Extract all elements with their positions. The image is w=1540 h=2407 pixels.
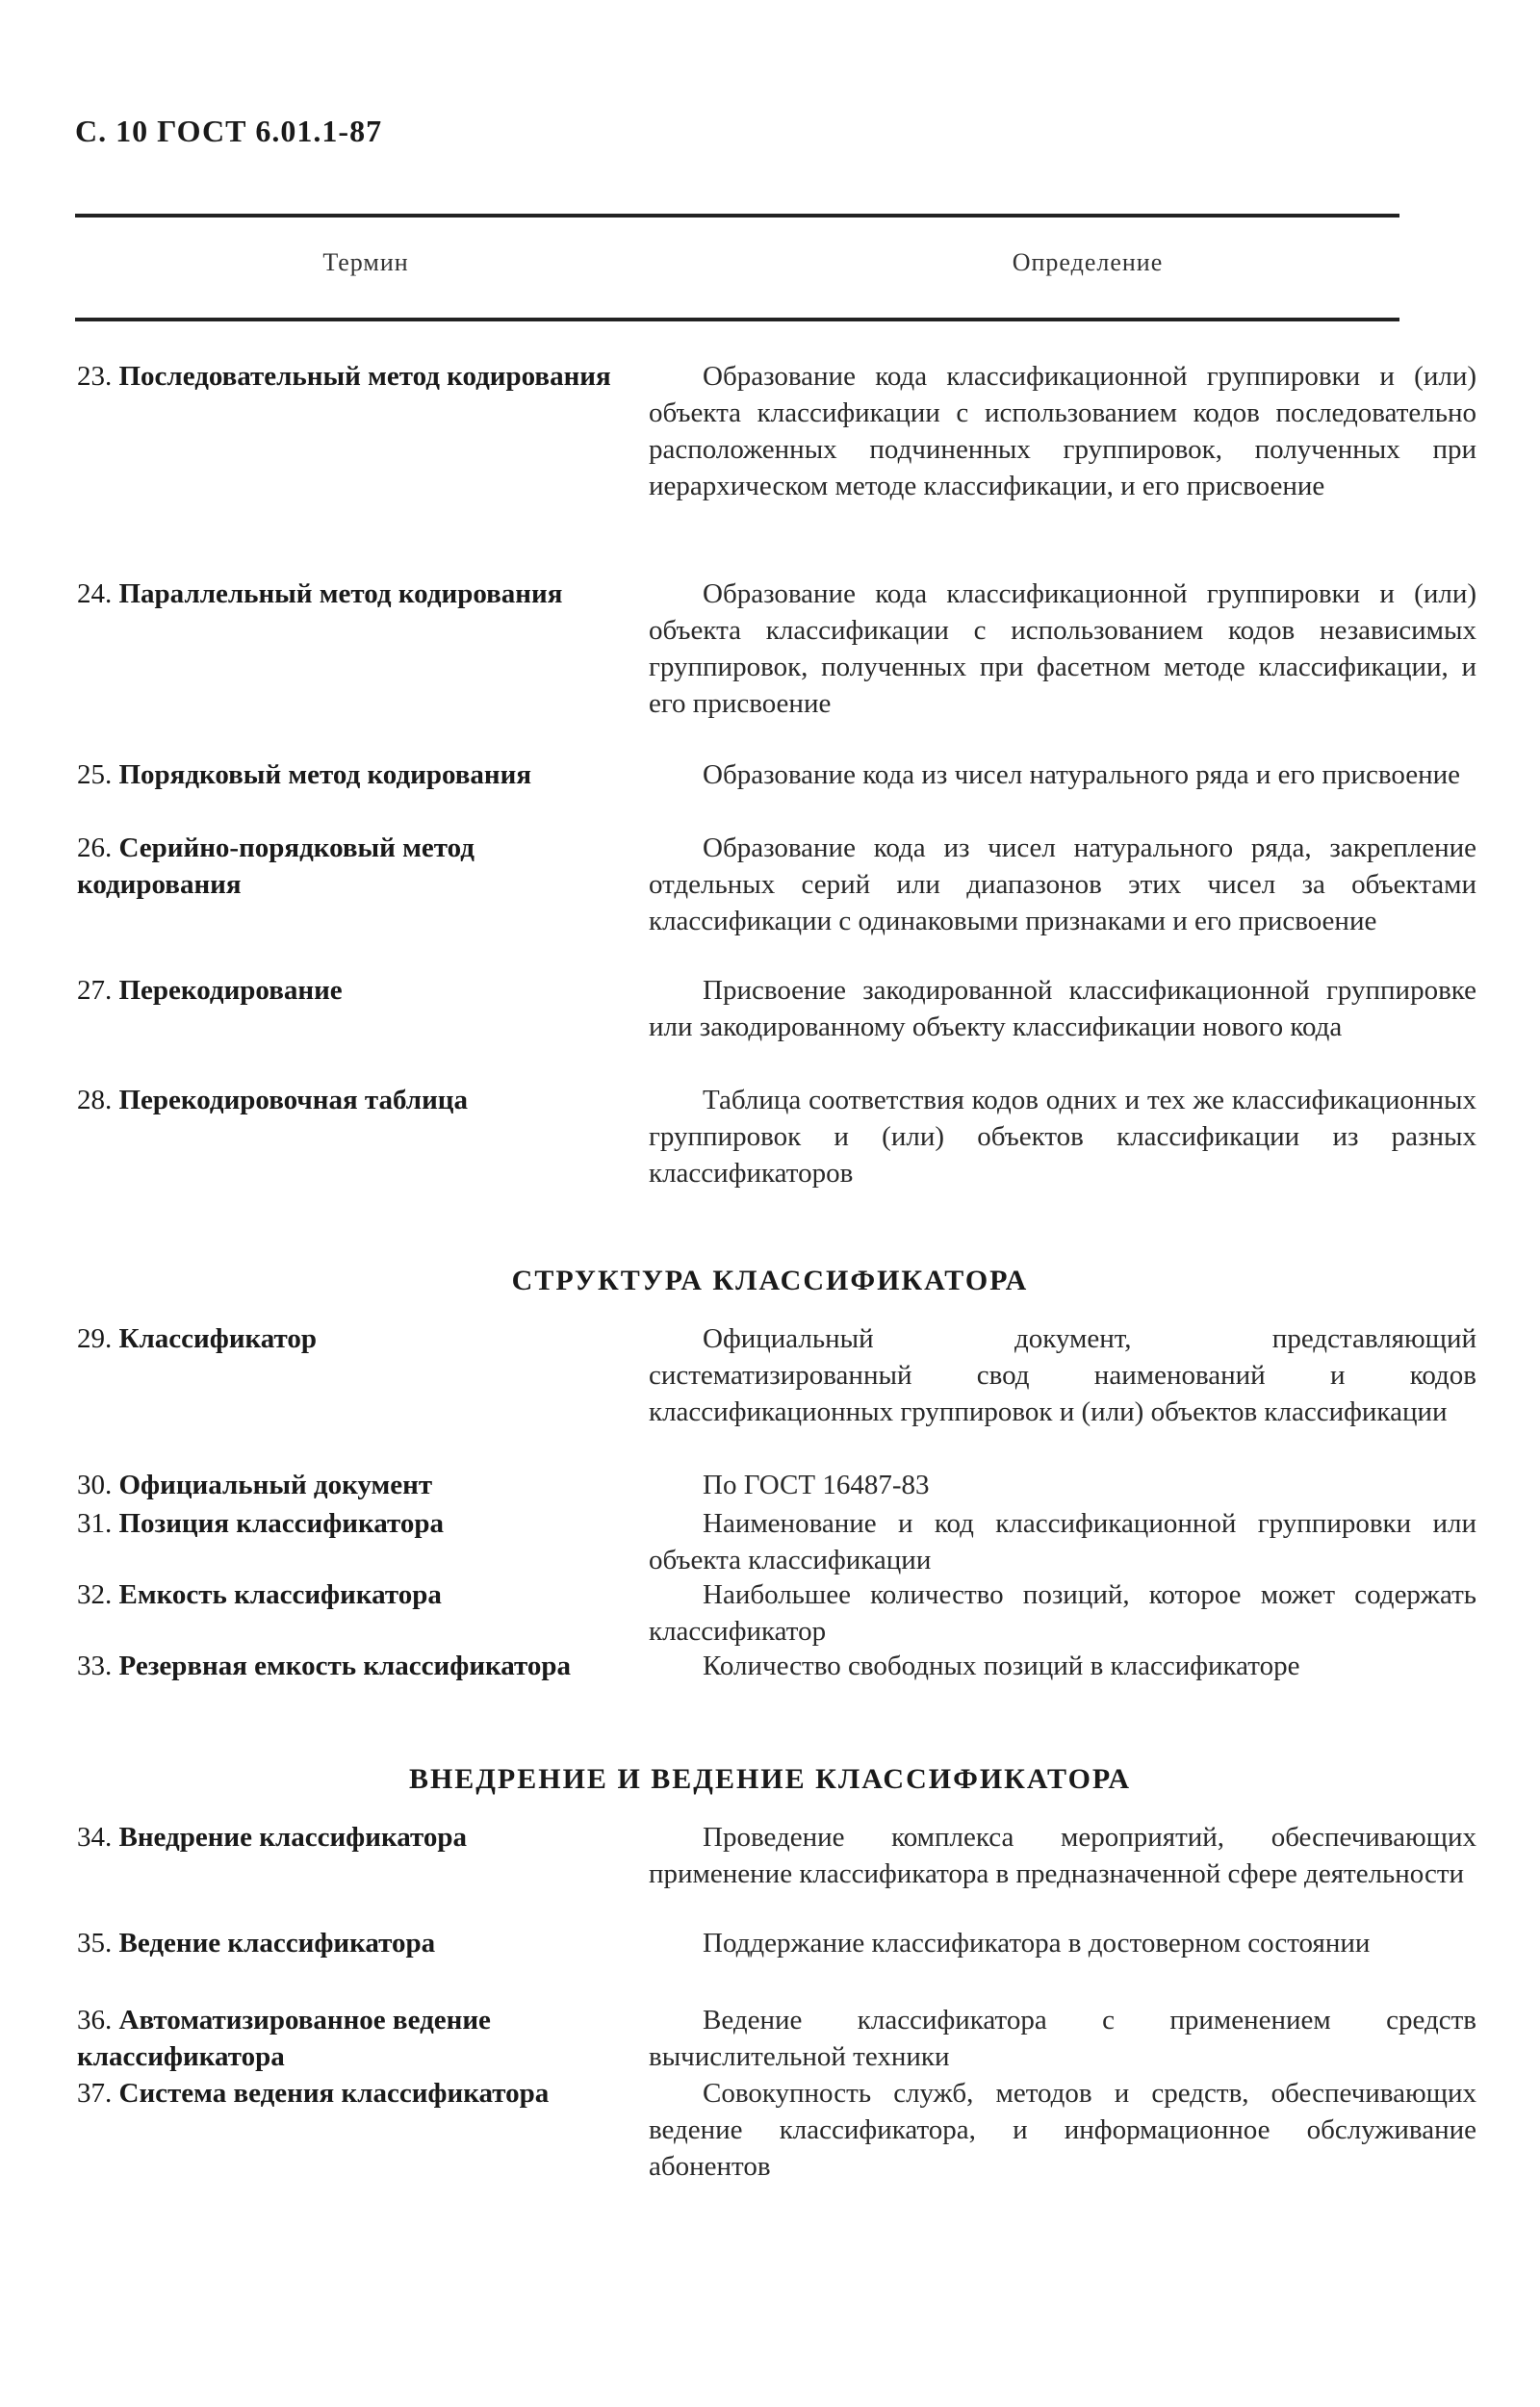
term-number: 32.: [77, 1579, 113, 1610]
term-number: 25.: [77, 759, 113, 790]
term-name: Емкость классификатора: [118, 1579, 442, 1610]
term-definition: По ГОСТ 16487-83: [703, 1470, 930, 1500]
term-name: Официальный документ: [118, 1470, 433, 1500]
term-definition: Таблица соответствия кодов одних и тех же классификационных группировок и (или) объектов классификации из разных классификаторов: [649, 1085, 1476, 1189]
table-top-rule: [75, 214, 1399, 218]
term-label: [77, 1925, 616, 1961]
term-name: Классификатор: [118, 1323, 318, 1354]
term-number: 23.: [77, 361, 113, 392]
section-title-structure: СТРУКТУРА КЛАССИФИКАТОРА: [511, 1265, 1029, 1296]
term-definition: Присвоение закодированной классификационной группировке или закодированному объекту классификации нового кода: [649, 975, 1476, 1042]
term-number: 36.: [77, 2005, 113, 2036]
term-number: 26.: [77, 832, 113, 863]
term-label: [77, 1505, 616, 1542]
term-number: 31.: [77, 1508, 113, 1539]
term-definition: Официальный документ, представляющий систематизированный свод наименований и кодов классификационных группировок и (или) объектов классификации: [649, 1323, 1476, 1427]
term-label: [77, 2075, 616, 2112]
column-header-term: Термин: [322, 248, 409, 276]
term-label: [77, 830, 616, 903]
term-label: [77, 1082, 616, 1118]
term-name: Перекодирование: [118, 975, 343, 1006]
term-name: Резервная емкость классификатора: [118, 1651, 572, 1681]
column-header-definition: Определение: [1012, 248, 1164, 276]
term-name: Последовательный метод кодирования: [118, 361, 611, 392]
term-number: 34.: [77, 1822, 113, 1853]
term-number: 37.: [77, 2078, 113, 2109]
term-definition: Образование кода классификационной группировки и (или) объекта классификации с использованием кодов независимых группировок, полученных при фасетном методе классификации, и его присвоение: [649, 578, 1476, 719]
term-label: [77, 1467, 616, 1503]
term-label: [77, 1320, 616, 1357]
term-number: 29.: [77, 1323, 113, 1354]
term-number: 30.: [77, 1470, 113, 1500]
page-header: С. 10 ГОСТ 6.01.1-87: [75, 114, 383, 148]
term-number: 28.: [77, 1085, 113, 1115]
term-name: Система ведения классификатора: [118, 2078, 550, 2109]
term-label: [77, 358, 616, 395]
term-definition: Образование кода классификационной группировки и (или) объекта классификации с использованием кодов последовательно расположенных подчиненных группировок, полученных при иерархическом методе классификации, и его присвоение: [649, 361, 1476, 501]
term-definition: Образование кода из чисел натурального ряда, закрепление отдельных серий или диапазонов этих чисел за объектами классификации с одинаковыми признаками и его присвоение: [649, 832, 1476, 936]
term-definition: Совокупность служб, методов и средств, обеспечивающих ведение классификатора, и информационное обслуживание абонентов: [649, 2078, 1476, 2182]
table-header-rule: [75, 318, 1399, 321]
term-label: [77, 1819, 616, 1856]
term-definition: Количество свободных позиций в классификаторе: [703, 1651, 1300, 1681]
term-name: Ведение классификатора: [118, 1928, 436, 1959]
term-definition: Проведение комплекса мероприятий, обеспечивающих применение классификатора в предназначенной сфере деятельности: [649, 1822, 1476, 1889]
term-label: [77, 756, 616, 793]
term-number: 27.: [77, 975, 113, 1006]
term-name: Перекодировочная таблица: [118, 1085, 468, 1115]
term-number: 35.: [77, 1928, 113, 1959]
term-definition: Поддержание классификатора в достоверном состоянии: [703, 1928, 1371, 1959]
term-definition: Наибольшее количество позиций, которое может содержать классификатор: [649, 1579, 1476, 1647]
term-definition: Ведение классификатора с применением средств вычислительной техники: [649, 2005, 1476, 2072]
term-label: [77, 1576, 616, 1613]
term-name: Внедрение классификатора: [118, 1822, 467, 1853]
term-name: Позиция классификатора: [118, 1508, 444, 1539]
term-definition: Образование кода из чисел натурального ряда и его присвоение: [703, 759, 1461, 790]
term-label: [77, 1648, 616, 1684]
term-number: 33.: [77, 1651, 113, 1681]
term-definition: Наименование и код классификационной группировки или объекта классификации: [649, 1508, 1476, 1575]
term-label: [77, 972, 616, 1009]
term-name: Параллельный метод кодирования: [118, 578, 563, 609]
term-label: [77, 576, 616, 612]
term-name: Серийно-порядковый метод кодирования: [77, 832, 475, 900]
term-label: [77, 2002, 616, 2075]
term-name: Порядковый метод кодирования: [118, 759, 532, 790]
term-name: Автоматизированное ведение классификатора: [77, 2005, 491, 2072]
term-number: 24.: [77, 578, 113, 609]
section-title-implementation: ВНЕДРЕНИЕ И ВЕДЕНИЕ КЛАССИФИКАТОРА: [408, 1763, 1132, 1795]
